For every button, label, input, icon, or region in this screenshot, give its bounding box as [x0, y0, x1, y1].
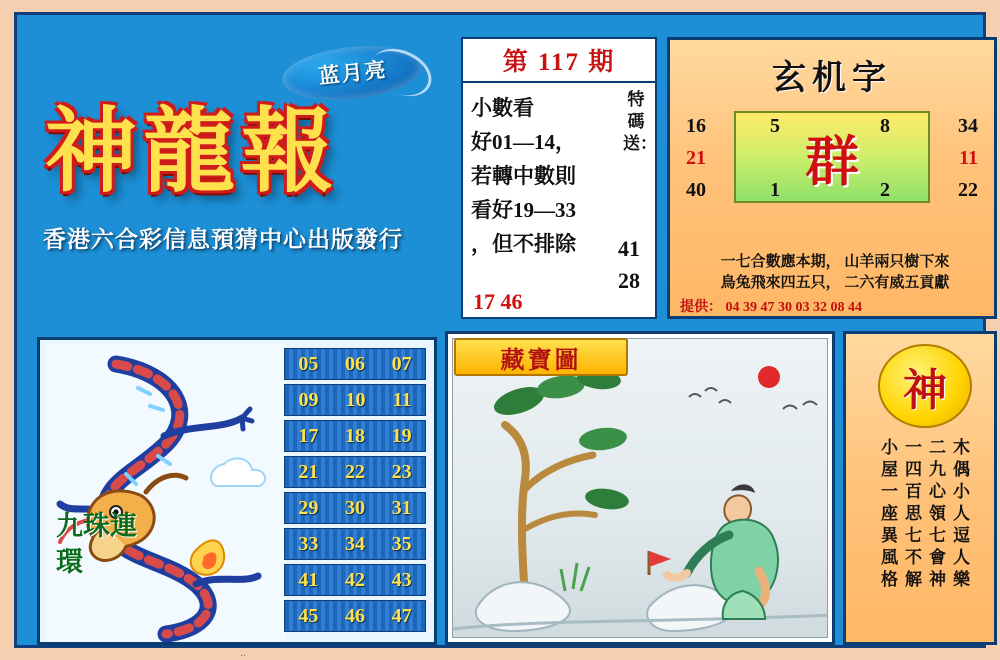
note-side-numbers: [607, 233, 651, 297]
xuanjizi-num-right-top: 34: [958, 115, 978, 137]
number-cell: 23: [391, 460, 412, 483]
table-row[interactable]: [284, 600, 426, 632]
number-cell: 29: [298, 496, 319, 519]
table-row[interactable]: [284, 564, 426, 596]
number-cell: 19: [391, 424, 412, 447]
xuanjizi-grid: [682, 111, 982, 203]
note-line-3: 看好19—33: [471, 198, 576, 222]
provide-number-5: 32: [813, 300, 827, 315]
picture-canvas: [452, 338, 828, 638]
scene-illustration: [453, 339, 828, 638]
xuanjizi-num-inner-bottom-left: 1: [770, 179, 780, 201]
table-row[interactable]: [284, 420, 426, 452]
number-cell: 35: [391, 532, 412, 555]
logo-text: 蓝月亮: [317, 58, 389, 89]
shen-emblem-text: 神: [903, 366, 947, 415]
number-cell: 33: [298, 532, 319, 555]
xuanjizi-verse: [682, 252, 988, 294]
xuanjizi-title: 玄机字: [772, 60, 892, 97]
xuanjizi-num-inner-top-right: 8: [880, 115, 890, 137]
note-bottom-numbers: 17 46: [473, 289, 523, 314]
treasure-map-panel: [445, 331, 835, 645]
dragon-panel-label: 九珠連環: [56, 511, 137, 577]
xuanjizi-num-right-bottom: 22: [958, 179, 978, 201]
xuanjizi-verse-line-0: 一七合數應本期， 山羊兩只樹下來: [720, 254, 950, 270]
dragon-panel: [37, 337, 437, 645]
shen-verse-column-0: 木偶小人逗人樂: [950, 438, 969, 592]
lucky-number-list: [284, 348, 426, 638]
number-cell: 09: [298, 388, 319, 411]
note-line-4: ，但不排除: [471, 232, 576, 256]
note-line-1: 好01—14，: [471, 130, 576, 154]
shen-verse-column-2: 一四百思七不解: [902, 438, 921, 592]
number-cell: 46: [344, 604, 365, 627]
number-cell: 21: [298, 460, 319, 483]
note-main-text: [471, 91, 597, 261]
period-note-box: [461, 37, 657, 319]
number-cell: 06: [344, 352, 365, 375]
table-row[interactable]: [284, 456, 426, 488]
provide-number-3: 30: [778, 300, 792, 315]
table-row[interactable]: [284, 348, 426, 380]
page-frame: [14, 12, 986, 648]
provide-number-2: 47: [760, 300, 775, 315]
number-cell: 41: [298, 568, 319, 591]
page-title: 神龍報: [45, 97, 340, 205]
shen-verse: [850, 438, 996, 638]
table-row[interactable]: [284, 528, 426, 560]
provide-number-7: 44: [848, 300, 862, 315]
number-cell: 42: [344, 568, 365, 591]
xuanjizi-num-right-mid: 11: [959, 147, 978, 169]
dragon-illustration: [46, 344, 286, 644]
provide-number-1: 39: [743, 300, 757, 315]
provide-label: 提供：: [680, 300, 722, 315]
note-body: [463, 83, 655, 321]
number-cell: 10: [345, 388, 366, 411]
xuanjizi-panel: [667, 37, 997, 319]
number-cell: 30: [344, 496, 365, 519]
note-side-number-0: 41: [618, 236, 640, 261]
xuanjizi-verse-line-1: 鳥兔飛來四五只， 二六有威五貢獻: [720, 275, 950, 291]
shen-verse-column-1: 二九心領七會神: [926, 438, 945, 592]
bottom-marks: ..: [240, 645, 246, 659]
provide-number-4: 03: [795, 300, 810, 315]
number-cell: 31: [391, 496, 412, 519]
number-cell: 45: [298, 604, 319, 627]
number-cell: 47: [391, 604, 412, 627]
shen-verse-column-3: 小屋一座異風格: [878, 438, 897, 592]
xuanjizi-num-left-top: 16: [686, 115, 706, 137]
number-cell: 17: [298, 424, 319, 447]
number-cell: 43: [391, 568, 412, 591]
xuanjizi-num-left-mid: 21: [686, 147, 706, 169]
masthead-subtitle: 香港六合彩信息預猜中心出版發行: [43, 227, 403, 252]
note-side-label: 特碼送：: [623, 90, 657, 153]
table-row[interactable]: [284, 492, 426, 524]
number-cell: 05: [298, 352, 319, 375]
number-cell: 18: [344, 424, 365, 447]
xuanjizi-word: 群: [805, 131, 859, 192]
xuanjizi-provide-row: [680, 296, 992, 316]
masthead: [37, 33, 437, 323]
xuanjizi-num-left-bottom: 40: [686, 179, 706, 201]
note-line-2: 若轉中數則: [471, 164, 576, 188]
xuanjizi-num-inner-top-left: 5: [770, 115, 780, 137]
number-cell: 11: [392, 388, 412, 411]
number-cell: 07: [391, 352, 412, 375]
treasure-map-banner: 藏寶圖: [454, 338, 628, 376]
note-line-0: 小數看: [471, 96, 534, 120]
xuanjizi-num-inner-bottom-right: 2: [880, 179, 890, 201]
shen-panel: [843, 331, 997, 645]
xuanjizi-word-box: [734, 111, 930, 203]
table-row[interactable]: [284, 384, 426, 416]
period-label: 第 117 期: [463, 39, 655, 83]
number-cell: 34: [344, 532, 365, 555]
note-side-number-1: 28: [618, 268, 640, 293]
provide-number-0: 04: [725, 300, 740, 315]
provide-number-6: 08: [830, 300, 845, 315]
shen-emblem: [878, 344, 972, 428]
number-cell: 22: [344, 460, 365, 483]
